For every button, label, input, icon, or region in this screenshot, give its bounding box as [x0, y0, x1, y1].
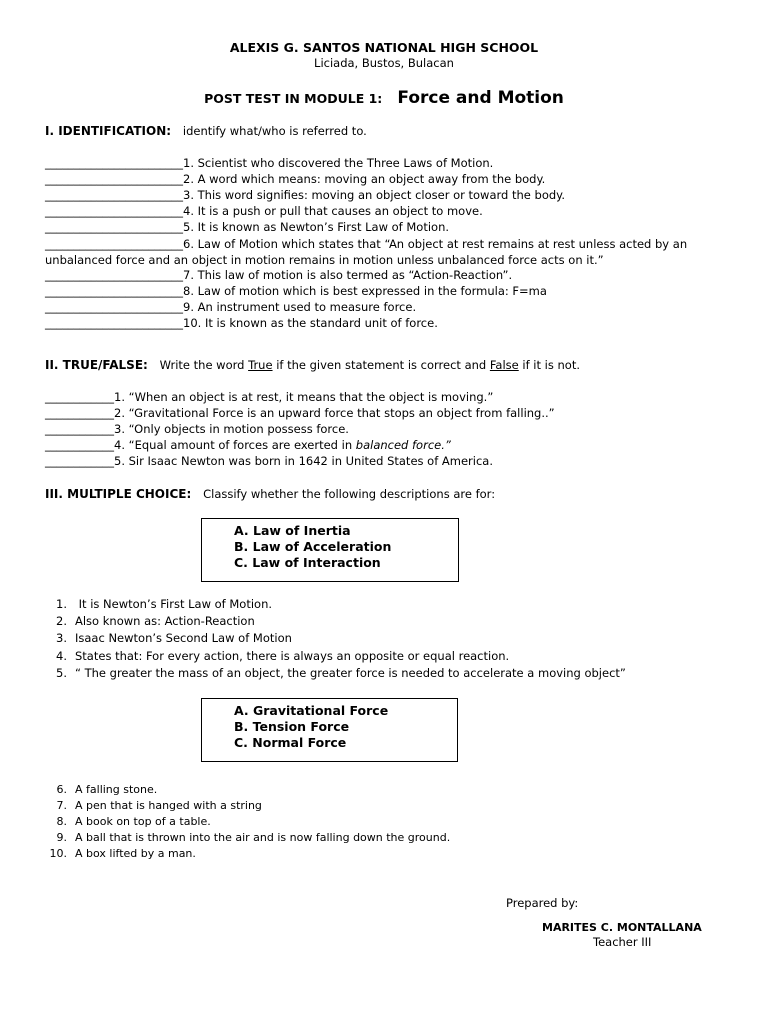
prepared-by-label: Prepared by:: [506, 896, 579, 910]
mc-item: [45, 799, 262, 812]
mc-item: [45, 847, 196, 860]
truefalse-item: [45, 438, 451, 452]
identification-item: ________________________2. A word which means: moving an object away from the body.: [45, 172, 546, 186]
mc-number: 7.: [56, 799, 67, 812]
truefalse-item: ____________1. “When an object is at rest, it means that the object is moving.”: [45, 390, 494, 404]
mc-text: A book on top of a table.: [75, 815, 211, 828]
mc-number: 8.: [56, 815, 67, 828]
mc-text: A pen that is hanged with a string: [75, 799, 262, 812]
truefalse-item-4-italic: balanced force.”: [355, 438, 451, 452]
choices-box-forces: [201, 698, 458, 762]
choice-law-acceleration: B. Law of Acceleration: [234, 539, 392, 554]
identification-item: ________________________8. Law of motion which is best expressed in the formula: F=ma: [45, 284, 547, 298]
mc-item: [45, 831, 450, 844]
instruction-text: if it is not.: [522, 358, 580, 372]
section1-instruction: identify what/who is referred to.: [182, 124, 367, 138]
section1-heading-line: [45, 124, 367, 138]
section2-instruction: [160, 358, 580, 372]
choice-law-interaction: C. Law of Interaction: [234, 555, 381, 570]
mc-number: 9.: [56, 831, 67, 844]
identification-item: ________________________3. This word signifies: moving an object closer or toward the body.: [45, 188, 565, 202]
mc-item: [45, 597, 272, 611]
mc-text: A box lifted by a man.: [75, 847, 196, 860]
identification-item: ________________________5. It is known as Newton’s First Law of Motion.: [45, 220, 450, 234]
mc-number: 10.: [49, 847, 67, 860]
mc-number: 6.: [56, 783, 67, 796]
choice-tension-force: B. Tension Force: [234, 719, 350, 734]
identification-item: ________________________4. It is a push or pull that causes an object to move.: [45, 204, 483, 218]
section3-heading: III. MULTIPLE CHOICE:: [45, 487, 192, 501]
teacher-position: Teacher III: [593, 935, 652, 949]
identification-item: ________________________10. It is known as the standard unit of force.: [45, 316, 438, 330]
mc-item: [45, 614, 255, 628]
section3-heading-line: [45, 487, 495, 501]
instruction-text: Write the word: [159, 358, 245, 372]
test-main-title: Force and Motion: [397, 88, 564, 108]
mc-number: 2.: [56, 614, 67, 628]
section2-heading-line: [45, 358, 580, 372]
mc-number: 4.: [56, 649, 67, 663]
truefalse-item: ____________2. “Gravitational Force is an upward force that stops an object from falling..”: [45, 406, 555, 420]
section2-heading: II. TRUE/FALSE:: [45, 358, 148, 372]
teacher-name: MARITES C. MONTALLANA: [542, 921, 702, 934]
identification-item: ________________________7. This law of motion is also termed as “Action-Reaction”.: [45, 268, 513, 282]
truefalse-item: ____________3. “Only objects in motion possess force.: [45, 422, 349, 436]
mc-item: [45, 783, 157, 796]
choice-normal-force: C. Normal Force: [234, 735, 347, 750]
truefalse-item-4-text: ____________4. “Equal amount of forces are exerted in: [45, 438, 353, 452]
test-prefix: POST TEST IN MODULE 1:: [204, 91, 383, 106]
mc-text: “ The greater the mass of an object, the greater force is needed to accelerate a moving object”: [75, 666, 626, 680]
choice-gravitational-force: A. Gravitational Force: [234, 703, 389, 718]
mc-text: A falling stone.: [75, 783, 158, 796]
mc-item: [45, 649, 509, 663]
mc-item: [45, 666, 626, 680]
mc-item: [45, 631, 292, 645]
mc-number: 1.: [56, 597, 67, 611]
school-address: Liciada, Bustos, Bulacan: [314, 56, 454, 70]
instruction-text: if the given statement is correct and: [276, 358, 487, 372]
section1-heading: I. IDENTIFICATION:: [45, 124, 172, 138]
school-name: ALEXIS G. SANTOS NATIONAL HIGH SCHOOL: [229, 40, 539, 55]
identification-item: ________________________1. Scientist who discovered the Three Laws of Motion.: [45, 156, 494, 170]
section3-instruction: Classify whether the following descriptions are for:: [203, 487, 496, 501]
true-word: True: [248, 358, 273, 372]
choice-law-inertia: A. Law of Inertia: [234, 523, 351, 538]
mc-text: It is Newton’s First Law of Motion.: [75, 597, 273, 611]
mc-text: States that: For every action, there is always an opposite or equal reaction.: [75, 649, 510, 663]
mc-number: 5.: [56, 666, 67, 680]
mc-text: A ball that is thrown into the air and is now falling down the ground.: [75, 831, 451, 844]
mc-text: Also known as: Action-Reaction: [75, 614, 255, 628]
test-title: [0, 88, 768, 108]
mc-text: Isaac Newton’s Second Law of Motion: [75, 631, 292, 645]
identification-item: ________________________6. Law of Motion which states that “An object at rest remains at rest unless acted by an unbalanced force and an object in motion remains in motion unless unbalanced force acts on it.”: [45, 237, 688, 267]
choices-box-laws: [201, 518, 459, 582]
mc-item: [45, 815, 211, 828]
identification-item: ________________________9. An instrument used to measure force.: [45, 300, 417, 314]
false-word: False: [489, 358, 519, 372]
truefalse-item: ____________5. Sir Isaac Newton was born in 1642 in United States of America.: [45, 454, 494, 468]
mc-number: 3.: [56, 631, 67, 645]
